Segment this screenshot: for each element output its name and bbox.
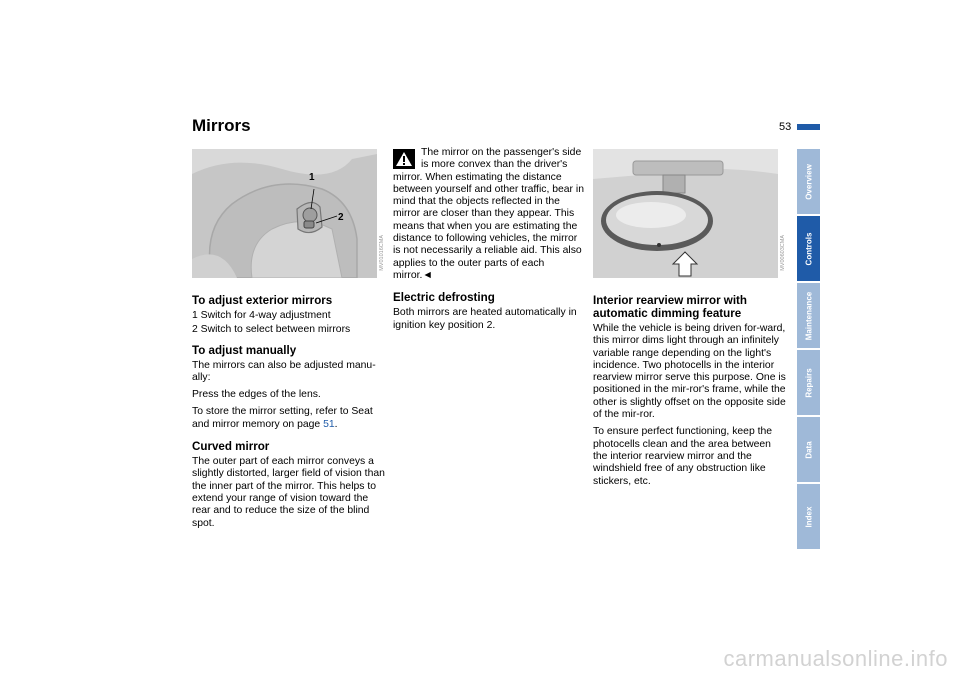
paragraph — [192, 406, 385, 431]
column-2 — [393, 147, 586, 337]
text: . — [334, 418, 338, 430]
heading-electric-defrosting: Electric defrosting — [393, 291, 495, 305]
tab-label: Overview — [804, 163, 813, 200]
heading-adjust-exterior: To adjust exterior mirrors — [192, 294, 333, 307]
text: To store the mirror setting, refer to Seat and mirror memory on page — [192, 406, 373, 430]
page-number-bar — [797, 124, 820, 130]
heading-adjust-manually: To adjust manually — [192, 343, 297, 357]
page-link[interactable]: 51 — [323, 418, 335, 430]
list-item: 2 Switch to select between mirrors — [192, 324, 351, 336]
heading-curved-mirror: Curved mirror — [192, 440, 270, 454]
text: The mirror on the passenger's side is more convex than the driver's mirror. When estimating the distance between yourself and other traffic, bear in mind that the objects reflected in the mirror are closer than they appear. This means that when you are estimating the distance to following vehicles, the mirror is not necessarily a reliable aid. This also applies to the outer parts of each mirror. — [393, 147, 584, 281]
tab-label: Repairs — [804, 367, 813, 398]
tab-label: Data — [804, 440, 813, 459]
mirror-switch-figure — [192, 149, 377, 278]
rearview-mirror-figure — [593, 149, 778, 278]
callout-1: 1 — [309, 172, 315, 183]
tab-label: Index — [804, 506, 813, 527]
tab-label: Maintenance — [804, 291, 813, 340]
tab-controls[interactable] — [797, 216, 820, 281]
paragraph: The mirrors can also be adjusted manu-ally: — [192, 359, 376, 383]
paragraph: Press the edges of the lens. — [192, 389, 321, 401]
mirror-switch-illustration — [192, 149, 377, 278]
column-1 — [192, 294, 385, 535]
end-marker: ◄ — [422, 269, 433, 281]
section-tabs — [797, 149, 820, 551]
column-3 — [593, 294, 786, 493]
paragraph: Both mirrors are heated automatically in ignition key position 2. — [393, 307, 577, 331]
figure-code: MV00603CMA — [780, 235, 786, 271]
paragraph: The outer part of each mirror conveys a slightly distorted, larger field of vision than the inner part of the mirror. This helps to extend your range of vision toward the rear and to reduce the size of the blind spot. — [192, 456, 385, 529]
rearview-mirror-illustration — [593, 149, 778, 278]
figure-code: MV01016CMA — [379, 235, 385, 271]
paragraph: To ensure perfect functioning, keep the photocells clean and the area between the interior rearview mirror and the windshield free of any obstruction like stickers, etc. — [593, 426, 773, 487]
callout-2: 2 — [338, 212, 344, 223]
paragraph: While the vehicle is being driven for-ward, this mirror dims light through an infinitely variable range depending on the light's incidence. Two photocells in the interior rearview mirror serve this purpose. One is positioned in the mir-ror's frame, while the other is slightly offset on the opposite side of the mir-ror. — [593, 323, 786, 421]
list-item: 1 Switch for 4-way adjustment — [192, 310, 331, 321]
watermark: carmanualsonline.info — [723, 646, 948, 671]
warning-icon — [393, 149, 415, 169]
page-title: Mirrors — [192, 116, 251, 135]
tab-index[interactable] — [797, 484, 820, 549]
tab-maintenance[interactable] — [797, 283, 820, 348]
heading-interior-rearview: Interior rearview mirror with automatic dimming feature — [593, 294, 747, 320]
tab-data[interactable] — [797, 417, 820, 482]
tab-overview[interactable] — [797, 149, 820, 214]
warning-paragraph — [393, 147, 586, 282]
tab-label: Controls — [804, 232, 813, 265]
page-number: 53 — [779, 121, 792, 133]
tab-repairs[interactable] — [797, 350, 820, 415]
